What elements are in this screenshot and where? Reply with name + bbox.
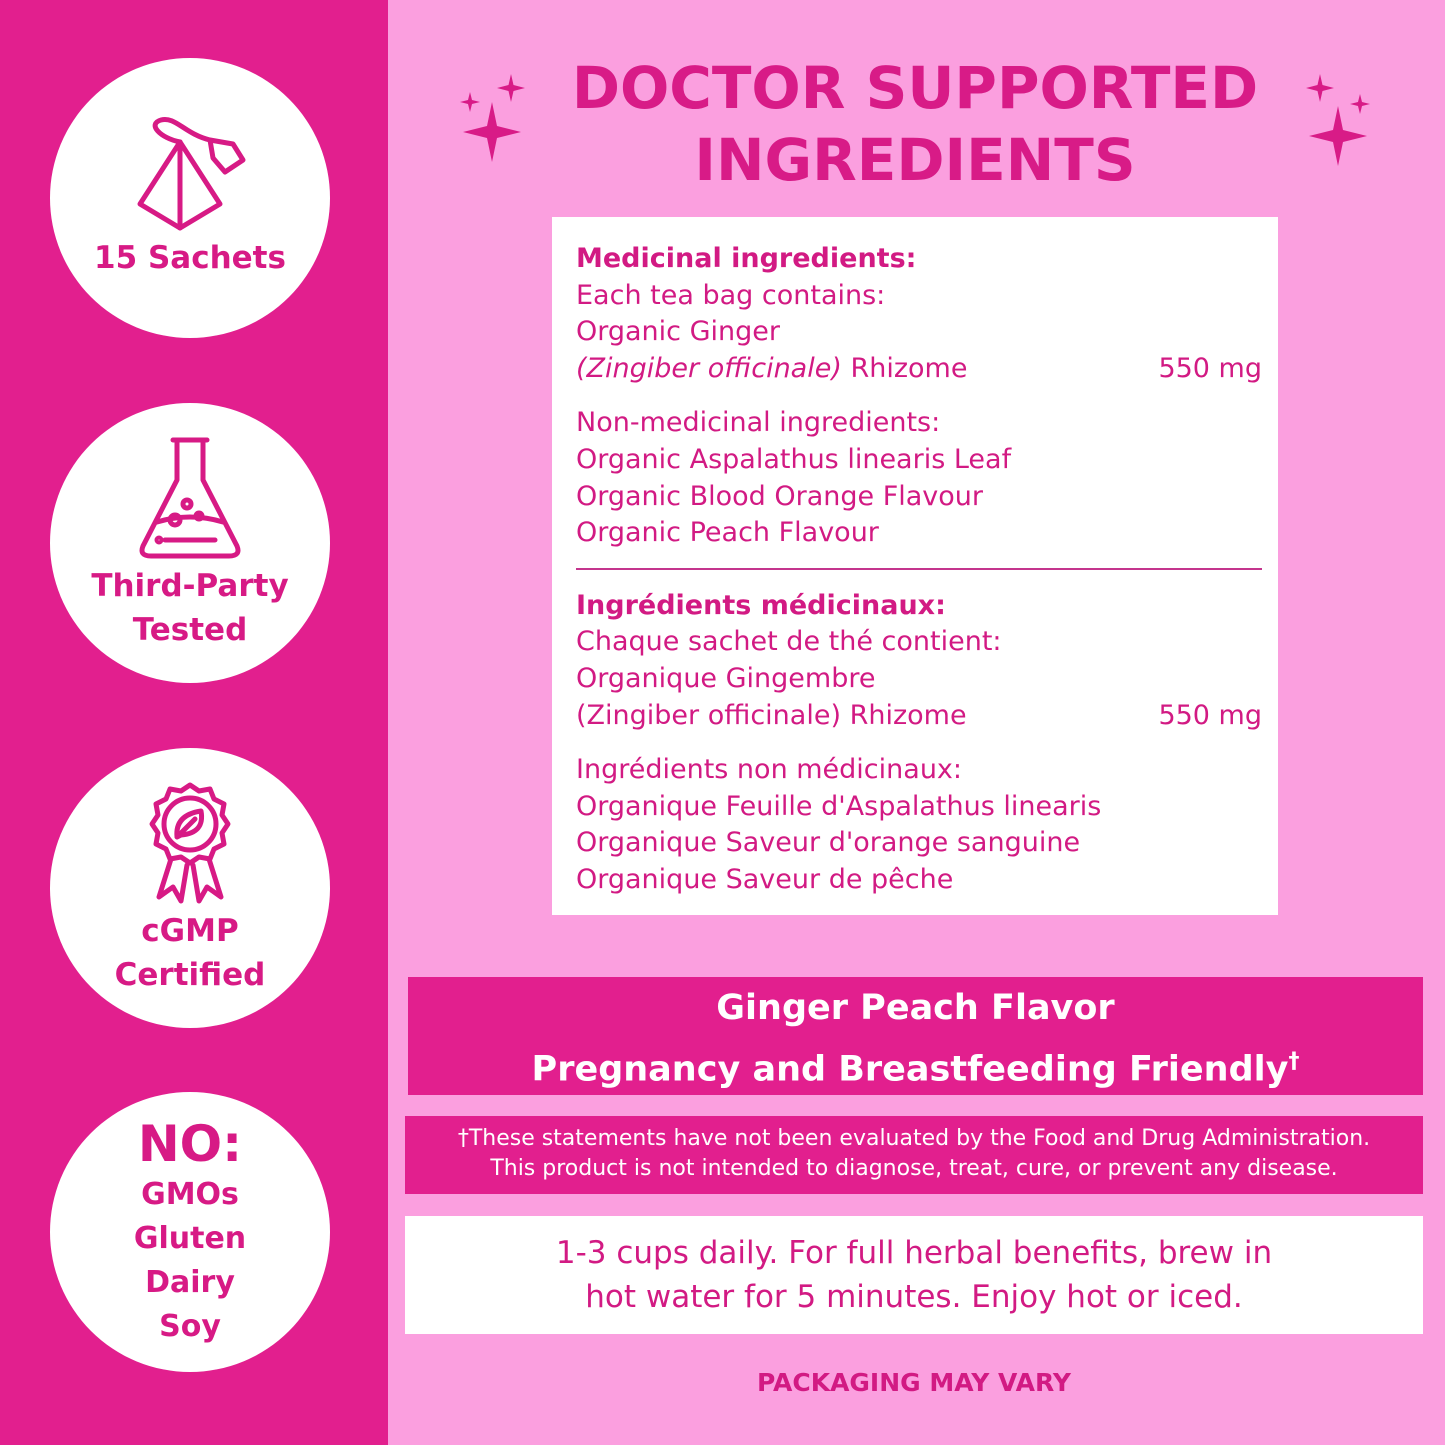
page-title: DOCTOR SUPPORTED INGREDIENTS (571, 54, 1259, 194)
sidebar (0, 0, 388, 1445)
ingredient-latin: (Zingiber officinale) (576, 352, 842, 384)
badge-label: 15 Sachets (94, 240, 286, 276)
flavor-banner (408, 977, 1423, 1095)
non-medicinal-item-fr: Organique Feuille d'Aspalathus linearis (576, 790, 1102, 822)
badge-cgmp-certified (50, 748, 330, 1028)
pregnancy-friendly-line (408, 1035, 1423, 1097)
disclaimer-line: This product is not intended to diagnose, treat, cure, or prevent any disease. (490, 1156, 1338, 1181)
non-medicinal-item: Organic Peach Flavour (576, 517, 879, 549)
flask-icon (135, 434, 245, 564)
medicinal-heading-fr: Ingrédients médicinaux: (576, 589, 946, 621)
ingredient-name: Organic Ginger (576, 316, 780, 348)
each-bag-text-fr: Chaque sachet de thé contient: (576, 626, 1002, 658)
non-medicinal-item: Organic Aspalathus linearis Leaf (576, 443, 1012, 475)
ingredients-card (552, 217, 1278, 915)
divider (576, 568, 1262, 570)
medicinal-heading: Medicinal ingredients: (576, 243, 917, 274)
usage-line: 1-3 cups daily. For full herbal benefits, brew in (555, 1235, 1273, 1271)
ingredient-description (576, 351, 967, 388)
dagger-mark: † (1288, 1049, 1300, 1074)
ingredient-amount: 550 mg (1158, 352, 1262, 384)
badge-third-party-tested (50, 403, 330, 683)
badge-free-from (50, 1092, 330, 1372)
tea-bag-icon (125, 116, 255, 236)
ingredient-row (576, 351, 1262, 388)
disclaimer-line: †These statements have not been evaluated by the Food and Drug Administration. (457, 1126, 1371, 1151)
usage-line: hot water for 5 minutes. Enjoy hot or iced. (585, 1279, 1243, 1315)
ingredient-row-fr (576, 698, 1262, 735)
non-medicinal-heading: Non-medicinal ingredients: (576, 407, 941, 439)
fda-disclaimer (405, 1116, 1423, 1194)
pregnancy-friendly-text: Pregnancy and Breastfeeding Friendly (531, 1049, 1289, 1090)
award-ribbon-icon (135, 779, 245, 909)
non-medicinal-item: Organic Blood Orange Flavour (576, 480, 984, 512)
non-medicinal-item-fr: Organique Saveur de pêche (576, 863, 954, 895)
badge-heading: NO: (137, 1115, 243, 1173)
badge-sachets (50, 58, 330, 338)
flavor-name: Ginger Peach Flavor (716, 988, 1115, 1028)
ingredient-description-fr: (Zingiber officinale) Rhizome (576, 699, 967, 731)
ingredient-name-fr: Organique Gingembre (576, 662, 876, 694)
non-medicinal-item-fr: Organique Saveur d'orange sanguine (576, 827, 1081, 859)
badge-label: cGMP Certified (114, 913, 266, 993)
badge-label: Third-Party Tested (91, 568, 289, 648)
non-medicinal-heading-fr: Ingrédients non médicinaux: (576, 754, 963, 786)
ingredient-part: Rhizome (841, 352, 968, 384)
usage-instructions (405, 1216, 1423, 1334)
packaging-note: PACKAGING MAY VARY (756, 1368, 1072, 1397)
each-bag-text: Each tea bag contains: (576, 279, 886, 311)
badge-label: GMOs Gluten Dairy Soy (133, 1177, 247, 1344)
ingredient-amount-fr: 550 mg (1158, 699, 1262, 731)
